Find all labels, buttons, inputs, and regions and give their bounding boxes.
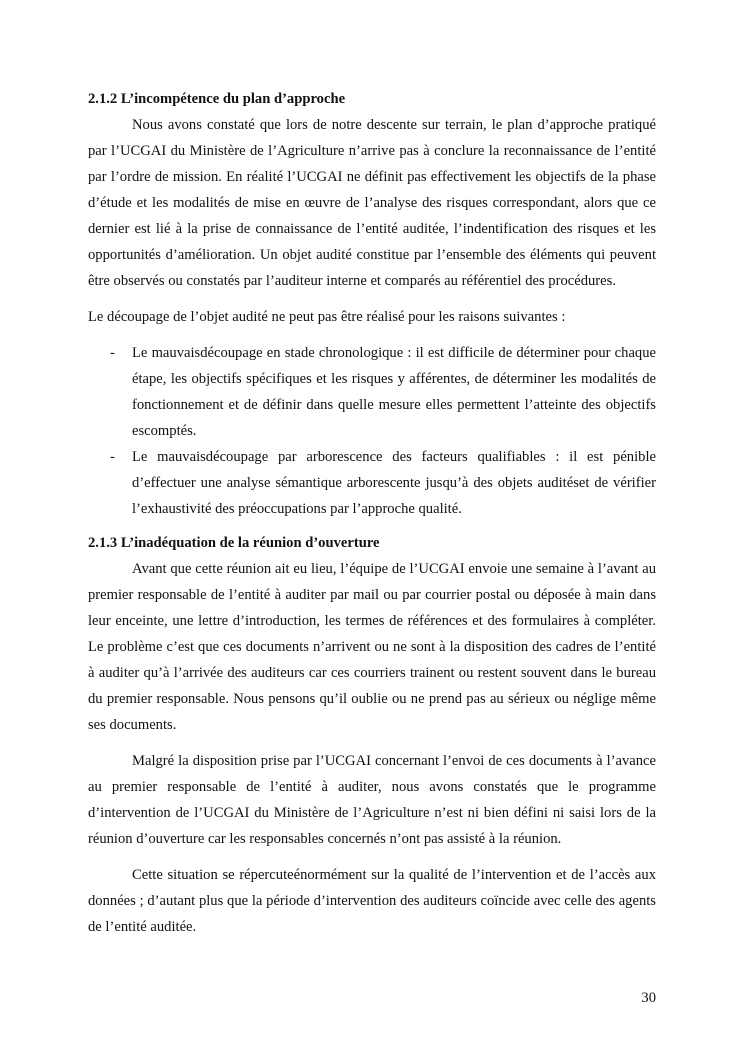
section-heading-2-1-2: 2.1.2 L’incompétence du plan d’approche [88,91,346,107]
list-item [88,340,656,444]
document-page [88,86,656,940]
dash-bullet-icon: - [110,449,115,465]
paragraph-approach-plan: Nous avons constaté que lors de notre descente sur terrain, le plan d’approche pratiqué par l’UCGAI du Ministère de l’Agriculture n’arrive pas à conclure la reconnaissance de l’entité par l’ordre de mission. En réalité l’UCGAI ne définit pas effectivement les objectifs de la phase d’étude et les modalités de mise en œuvre de l’analyse des risques correspondant, alors que ce dernier est lié à la prise de connaissance de l’entité auditée, l’indentification des risques et les opportunités d’amélioration. Un objet audité constitue par l’ensemble des éléments qui peuvent être observés ou constatés par l’auditeur interne et comparés au référentiel des procédures. [88,117,656,289]
paragraph-situation-impact: Cette situation se répercuteénormément sur la qualité de l’intervention et de l’accès aux données ; d’autant plus que la période d’intervention des auditeurs coïncide avec celle des agents de l’entité auditée. [88,867,656,935]
dash-bullet-icon: - [110,345,115,361]
reasons-list [88,340,656,522]
page-number: 30 [641,990,656,1006]
paragraph-despite-measures: Malgré la disposition prise par l’UCGAI concernant l’envoi de ces documents à l’avance au premier responsable de l’entité à auditer, nous avons constatés que le programme d’intervention de l’UCGAI du Ministère de l’Agriculture n’est ni bien défini ni saisi lors de la réunion d’ouverture car les responsables concernés n’ont pas assisté à la réunion. [88,753,656,847]
list-item [88,444,656,522]
list-item-text: Le mauvaisdécoupage en stade chronologique : il est difficile de déterminer pour chaque étape, les objectifs spécifiques et les risques y afférentes, de déterminer les modalités de fonctionnement et de définir dans quelle mesure elles permettent l’atteinte des objectifs escomptés. [132,345,656,439]
paragraph-breakdown-intro: Le découpage de l’objet audité ne peut pas être réalisé pour les raisons suivantes : [88,309,566,325]
list-item-text: Le mauvaisdécoupage par arborescence des facteurs qualifiables : il est pénible d’effectuer une analyse sémantique arborescente jusqu’à des objets auditéset de vérifier l’exhaustivité des préoccupations par l’approche qualité. [132,449,656,517]
paragraph-opening-meeting: Avant que cette réunion ait eu lieu, l’équipe de l’UCGAI envoie une semaine à l’avant au premier responsable de l’entité à auditer par mail ou par courrier postal ou déposée à main dans leur enceinte, une lettre d’introduction, les termes de références et des formulaires à compléter. Le problème c’est que ces documents n’arrivent ou ne sont à la disposition des cadres de l’entité à auditer qu’à l’arrivée des auditeurs car ces courriers trainent ou restent souvent dans le bureau du premier responsable. Nous pensons qu’il oublie ou ne prend pas au sérieux ou néglige même ses documents. [88,561,656,733]
section-heading-2-1-3: 2.1.3 L’inadéquation de la réunion d’ouverture [88,535,380,551]
